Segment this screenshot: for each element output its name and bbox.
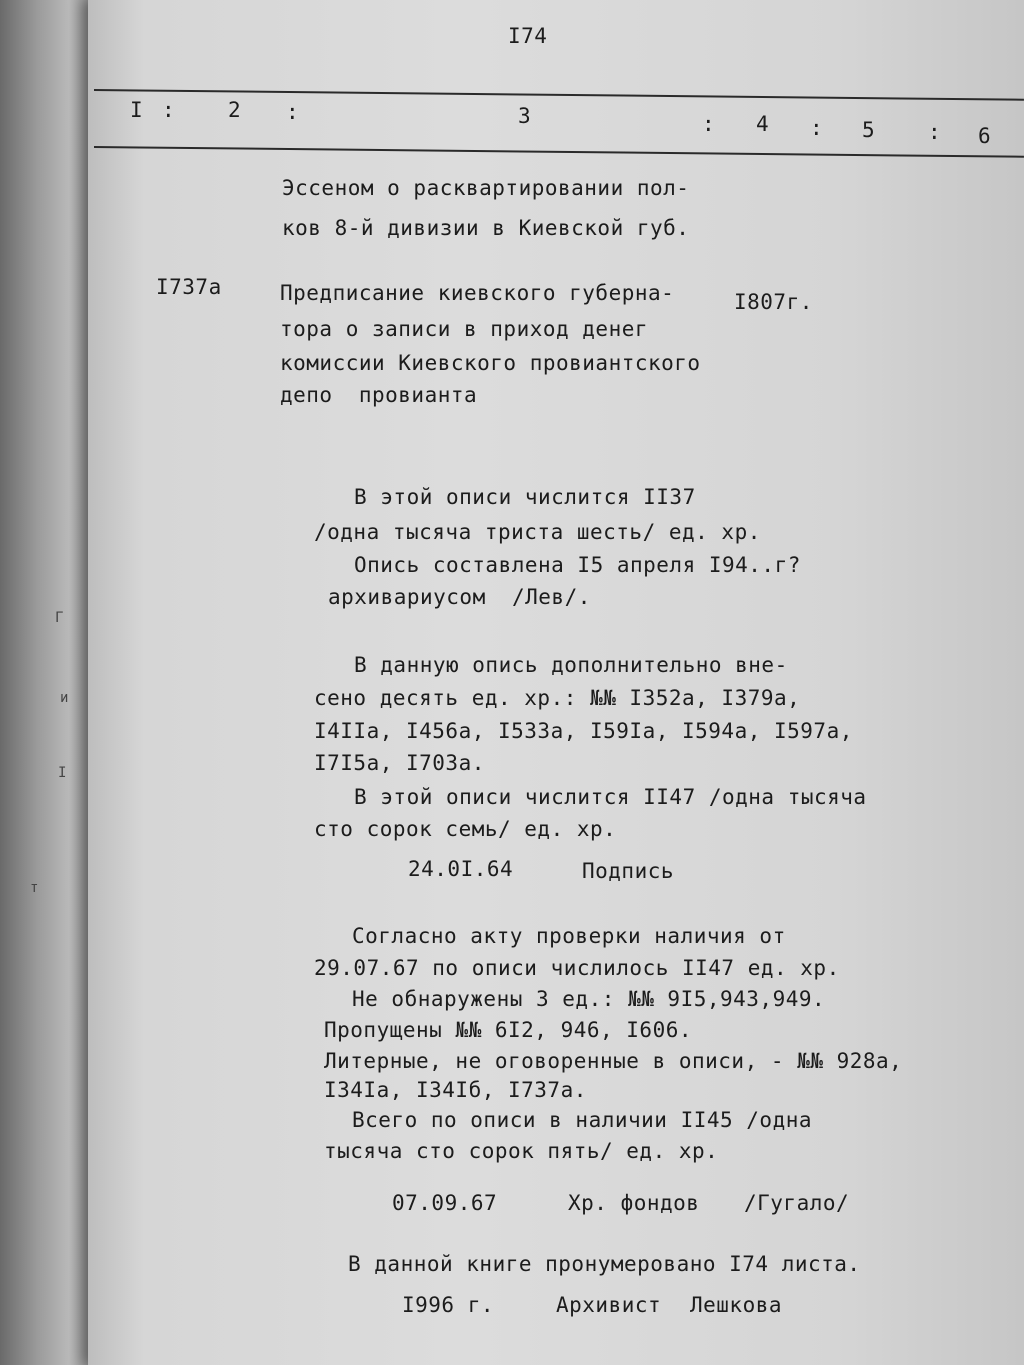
- header-sep-2: :: [286, 100, 300, 124]
- summary-1-line-2: /одна тысяча триста шесть/ ед. хр.: [314, 520, 761, 544]
- header-col-6: 6: [978, 124, 992, 148]
- footer-note: В данной книге пронумеровано I74 листа.: [348, 1252, 861, 1276]
- summary-3-line-7: Всего по описи в наличии II45 /одна: [352, 1108, 813, 1132]
- header-sep-4: :: [810, 116, 824, 140]
- entry-line-1: Предписание киевского губерна-: [280, 281, 675, 305]
- summary-3-date: 07.09.67: [392, 1191, 498, 1215]
- summary-3-line-4: Пропущены №№ 6I2, 946, I606.: [324, 1018, 693, 1042]
- entry-line-3: комиссии Киевского провиантского: [280, 351, 701, 375]
- table-header-bottom-rule: [94, 146, 1024, 158]
- header-sep-5: :: [928, 120, 942, 144]
- document-page: [88, 0, 1024, 1365]
- entry-date: I807г.: [734, 290, 813, 314]
- summary-1-line-1: В этой описи числится II37: [354, 485, 696, 509]
- entry-prev-line-2: ков 8-й дивизии в Киевской губ.: [282, 216, 690, 240]
- summary-3-line-8: тысяча сто сорок пять/ ед. хр.: [324, 1139, 719, 1163]
- header-col-1: I: [130, 98, 144, 122]
- summary-2-signature: Подпись: [582, 859, 675, 883]
- entry-prev-line-1: Эссеном о расквартировании пол-: [282, 176, 690, 200]
- summary-2-line-2: сено десять ед. хр.: №№ I352а, I379а,: [314, 686, 801, 710]
- summary-3-name: /Гугало/: [744, 1191, 850, 1215]
- summary-2-line-4: I7I5а, I703а.: [314, 751, 485, 775]
- summary-2-date: 24.0I.64: [408, 857, 514, 881]
- summary-2-line-5: В этой описи числится II47 /одна тысяча: [354, 785, 867, 809]
- entry-line-4: депо провианта: [280, 383, 478, 407]
- header-sep-3: :: [702, 112, 716, 136]
- summary-2-line-3: I4IIа, I456а, I533а, I59Iа, I594а, I597а,: [314, 719, 853, 743]
- summary-1-line-3: Опись составлена I5 апреля I94..г?: [354, 553, 801, 577]
- summary-2-line-6: сто сорок семь/ ед. хр.: [314, 817, 617, 841]
- summary-3-line-6: I34Iа, I34Iб, I737а.: [324, 1078, 587, 1102]
- summary-1-line-4: архивариусом /Лев/.: [328, 585, 591, 609]
- footer-role: Архивист: [556, 1293, 662, 1317]
- summary-3-line-5: Литерные, не оговоренные в описи, - №№ 928а,: [324, 1049, 903, 1073]
- summary-3-line-1: Согласно акту проверки наличия от: [352, 924, 786, 948]
- summary-2-line-1: В данную опись дополнительно вне-: [354, 653, 788, 677]
- header-col-5: 5: [862, 118, 876, 142]
- footer-year: I996 г.: [402, 1293, 495, 1317]
- header-col-3: 3: [518, 104, 532, 128]
- summary-3-line-2: 29.07.67 по описи числилось II47 ед. хр.: [314, 956, 840, 980]
- header-col-4: 4: [756, 112, 770, 136]
- entry-number: I737a: [156, 275, 222, 299]
- header-sep-1: :: [162, 98, 176, 122]
- entry-line-2: тора о записи в приход денег: [280, 317, 649, 341]
- page-number: I74: [508, 24, 548, 48]
- footer-name: Лешкова: [690, 1293, 783, 1317]
- header-col-2: 2: [228, 98, 242, 122]
- facing-page-edge: Г и I т: [0, 0, 92, 1365]
- summary-3-line-3: Не обнаружены 3 ед.: №№ 9I5,943,949.: [352, 987, 826, 1011]
- summary-3-role: Хр. фондов: [568, 1191, 700, 1215]
